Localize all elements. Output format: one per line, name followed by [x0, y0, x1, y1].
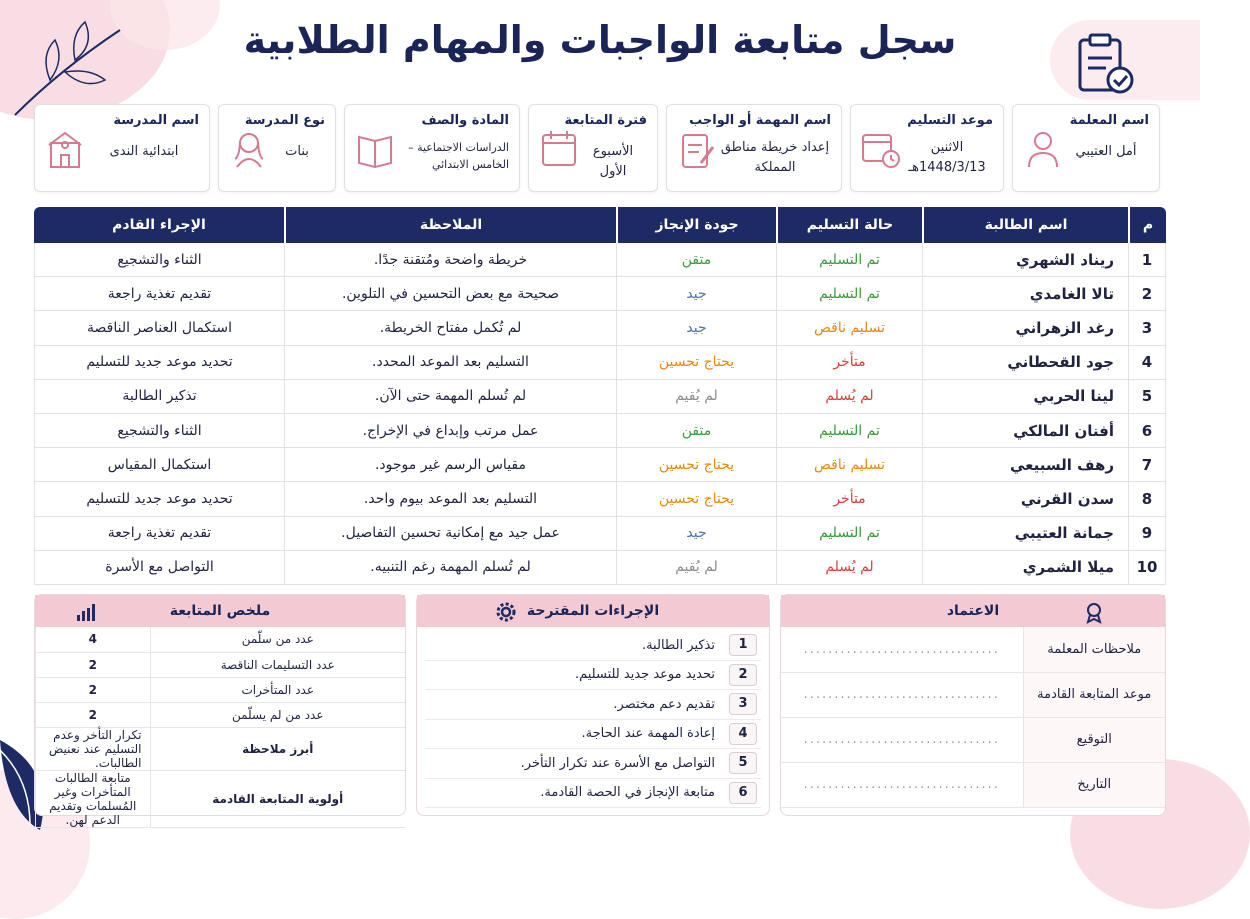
- note-cell: لم تُسلم المهمة رغم التنبيه.: [284, 551, 616, 585]
- note-cell: لم تُسلم المهمة حتى الآن.: [284, 380, 616, 414]
- table-row: [34, 414, 1166, 448]
- actions-title: الإجراءات المقترحة: [526, 603, 660, 619]
- table-row: [34, 311, 1166, 345]
- status-cell: متأخر: [776, 482, 922, 516]
- approval-label: التوقيع: [1023, 717, 1165, 762]
- summary-label: عدد التسليمات الناقصة: [150, 652, 405, 677]
- actions-panel: [416, 594, 770, 816]
- clipboard-check-icon: [1070, 30, 1140, 100]
- action-number: 2: [729, 664, 757, 686]
- col-header-number: م: [1128, 207, 1166, 243]
- action-number: 3: [729, 693, 757, 715]
- table-row: [36, 727, 406, 770]
- status-cell: تسليم ناقص: [776, 311, 922, 345]
- school-name-card: [34, 104, 210, 192]
- summary-label: عدد من سلّمن: [150, 627, 405, 652]
- card-label: فترة المتابعة: [564, 113, 647, 128]
- action-number: 1: [729, 634, 757, 656]
- card-value: إعداد خريطة مناطق المملكة: [720, 140, 830, 175]
- table-row: [34, 448, 1166, 482]
- table-header-row: [34, 207, 1166, 243]
- student-name: ميلا الشمري: [922, 551, 1128, 585]
- approval-field[interactable]: ................................: [781, 672, 1023, 717]
- school-icon: [45, 127, 85, 171]
- quality-cell: لم يُقيم: [616, 551, 776, 585]
- action-cell: تقديم تغذية راجعة: [34, 277, 284, 311]
- approval-field[interactable]: ................................: [781, 627, 1023, 672]
- action-number: 5: [729, 752, 757, 774]
- student-name: لينا الحربي: [922, 380, 1128, 414]
- card-value: بنات: [285, 144, 309, 159]
- student-name: تالا الغامدي: [922, 277, 1128, 311]
- approval-field[interactable]: ................................: [781, 762, 1023, 807]
- status-cell: لم يُسلم: [776, 380, 922, 414]
- table-row: [781, 672, 1165, 717]
- card-label: نوع المدرسة: [244, 113, 325, 128]
- note-cell: عمل جيد مع إمكانية تحسين التفاصيل.: [284, 517, 616, 551]
- action-text: تحديد موعد جديد للتسليم.: [574, 667, 715, 683]
- list-item: [425, 690, 761, 720]
- quality-cell: جيد: [616, 311, 776, 345]
- note-cell: مقياس الرسم غير موجود.: [284, 448, 616, 482]
- bar-chart-icon: [75, 601, 97, 623]
- student-name: رهف السبيعي: [922, 448, 1128, 482]
- row-number: 7: [1128, 448, 1166, 482]
- status-cell: تم التسليم: [776, 243, 922, 277]
- row-number: 9: [1128, 517, 1166, 551]
- action-text: التواصل مع الأسرة عند تكرار التأخر.: [520, 755, 715, 771]
- approval-label: ملاحظات المعلمة: [1023, 627, 1165, 672]
- action-cell: تحديد موعد جديد للتسليم: [34, 346, 284, 380]
- list-item: [425, 720, 761, 750]
- action-text: تقديم دعم مختصر.: [613, 696, 715, 712]
- table-row: [781, 717, 1165, 762]
- student-name: رغد الزهراني: [922, 311, 1128, 345]
- list-item: [425, 749, 761, 779]
- summary-label: عدد من لم يسلّمن: [150, 702, 405, 727]
- action-cell: استكمال المقياس: [34, 448, 284, 482]
- col-header-action: الإجراء القادم: [34, 207, 284, 243]
- card-value: الاثنين 1448/3/13هـ: [908, 140, 986, 175]
- summary-title: ملخص المتابعة: [169, 603, 271, 619]
- summary-label: عدد المتأخرات: [150, 677, 405, 702]
- col-header-name: اسم الطالبة: [922, 207, 1128, 243]
- approval-table: [781, 627, 1165, 808]
- quality-cell: متقن: [616, 414, 776, 448]
- table-row: [36, 627, 406, 652]
- actions-list: [417, 627, 769, 812]
- priority-label: أولوية المتابعة القادمة: [150, 770, 405, 827]
- summary-header: [35, 595, 405, 627]
- info-cards: [34, 104, 1166, 192]
- table-row: [34, 346, 1166, 380]
- table-row: [34, 380, 1166, 414]
- student-name: أفنان المالكي: [922, 414, 1128, 448]
- actions-header: [417, 595, 769, 627]
- quality-cell: يحتاج تحسين: [616, 346, 776, 380]
- action-number: 6: [729, 782, 757, 804]
- status-cell: تسليم ناقص: [776, 448, 922, 482]
- note-cell: صحيحة مع بعض التحسين في التلوين.: [284, 277, 616, 311]
- approval-panel: [780, 594, 1166, 816]
- action-number: 4: [729, 723, 757, 745]
- row-number: 6: [1128, 414, 1166, 448]
- table-row: [781, 762, 1165, 807]
- summary-value: 2: [36, 652, 151, 677]
- note-cell: التسليم بعد الموعد المحدد.: [284, 346, 616, 380]
- approval-label: موعد المتابعة القادمة: [1023, 672, 1165, 717]
- highlight-label: أبرز ملاحظة: [150, 727, 405, 770]
- approval-header: [781, 595, 1165, 627]
- note-cell: عمل مرتب وإبداع في الإخراج.: [284, 414, 616, 448]
- row-number: 10: [1128, 551, 1166, 585]
- summary-value: 2: [36, 677, 151, 702]
- girl-icon: [229, 127, 269, 171]
- table-row: [36, 652, 406, 677]
- row-number: 4: [1128, 346, 1166, 380]
- table-row: [34, 517, 1166, 551]
- action-cell: تقديم تغذية راجعة: [34, 517, 284, 551]
- approval-field[interactable]: ................................: [781, 717, 1023, 762]
- list-item: [425, 631, 761, 661]
- table-row: [36, 677, 406, 702]
- table-row: [36, 770, 406, 827]
- table-row: [34, 551, 1166, 585]
- status-cell: تم التسليم: [776, 414, 922, 448]
- quality-cell: لم يُقيم: [616, 380, 776, 414]
- summary-panel: [34, 594, 406, 827]
- row-number: 1: [1128, 243, 1166, 277]
- card-label: المادة والصف: [421, 113, 509, 128]
- page-title: سجل متابعة الواجبات والمهام الطلابية: [243, 18, 957, 62]
- student-name: سدن القرني: [922, 482, 1128, 516]
- quality-cell: يحتاج تحسين: [616, 448, 776, 482]
- subject-card: [344, 104, 520, 192]
- action-cell: استكمال العناصر الناقصة: [34, 311, 284, 345]
- row-number: 8: [1128, 482, 1166, 516]
- teacher-card: [1012, 104, 1160, 192]
- summary-table: [35, 627, 405, 828]
- table-row: [36, 702, 406, 727]
- card-label: اسم المهمة أو الواجب: [689, 113, 831, 128]
- student-name: جمانة العتيبي: [922, 517, 1128, 551]
- students-table: [34, 207, 1166, 585]
- summary-value: 2: [36, 702, 151, 727]
- due-date-card: [850, 104, 1004, 192]
- col-header-quality: جودة الإنجاز: [616, 207, 776, 243]
- approval-label: التاريخ: [1023, 762, 1165, 807]
- col-header-status: حالة التسليم: [776, 207, 922, 243]
- action-text: إعادة المهمة عند الحاجة.: [581, 726, 715, 742]
- note-cell: التسليم بعد الموعد بيوم واحد.: [284, 482, 616, 516]
- list-item: [425, 779, 761, 809]
- card-label: موعد التسليم: [907, 113, 993, 128]
- action-cell: تذكير الطالبة: [34, 380, 284, 414]
- student-name: جود القحطاني: [922, 346, 1128, 380]
- action-cell: الثناء والتشجيع: [34, 243, 284, 277]
- card-label: اسم المدرسة: [113, 113, 199, 128]
- table-row: [34, 277, 1166, 311]
- task-name-card: [666, 104, 842, 192]
- gear-icon: [495, 601, 517, 623]
- highlight-value: تكرار التأخر وعدم التسليم عند نعنيض الطالبات.: [36, 727, 151, 770]
- calendar-clock-icon: [861, 127, 901, 171]
- table-row: [781, 627, 1165, 672]
- list-item: [425, 661, 761, 691]
- card-value: ابتدائية الندى: [109, 144, 179, 159]
- card-value: الأسبوع الأول: [592, 144, 634, 179]
- approval-title: الاعتماد: [946, 603, 1000, 619]
- table-row: [34, 482, 1166, 516]
- status-cell: لم يُسلم: [776, 551, 922, 585]
- action-cell: التواصل مع الأسرة: [34, 551, 284, 585]
- quality-cell: متقن: [616, 243, 776, 277]
- quality-cell: جيد: [616, 517, 776, 551]
- action-text: تذكير الطالبة.: [641, 637, 715, 653]
- quality-cell: يحتاج تحسين: [616, 482, 776, 516]
- card-value: الدراسات الاجتماعية – الخامس الابتدائي: [408, 141, 509, 171]
- note-cell: لم تُكمل مفتاح الخريطة.: [284, 311, 616, 345]
- award-badge-icon: [1083, 601, 1105, 623]
- row-number: 3: [1128, 311, 1166, 345]
- note-cell: خريطة واضحة ومُتقنة جدًا.: [284, 243, 616, 277]
- action-cell: تحديد موعد جديد للتسليم: [34, 482, 284, 516]
- teacher-icon: [1023, 127, 1063, 171]
- summary-value: 4: [36, 627, 151, 652]
- book-icon: [355, 127, 395, 171]
- card-label: اسم المعلمة: [1069, 113, 1149, 128]
- student-name: ريناد الشهري: [922, 243, 1128, 277]
- calendar-icon: [539, 127, 579, 171]
- clipboard-pen-icon: [677, 127, 717, 171]
- priority-value: متابعة الطالبات المتأخرات وغير المُسلمات وتقديم الدعم لهن.: [36, 770, 151, 827]
- row-number: 2: [1128, 277, 1166, 311]
- action-text: متابعة الإنجاز في الحصة القادمة.: [540, 785, 715, 801]
- row-number: 5: [1128, 380, 1166, 414]
- action-cell: الثناء والتشجيع: [34, 414, 284, 448]
- col-header-note: الملاحظة: [284, 207, 616, 243]
- status-cell: تم التسليم: [776, 517, 922, 551]
- status-cell: تم التسليم: [776, 277, 922, 311]
- card-value: أمل العتيبي: [1075, 144, 1137, 159]
- period-card: [528, 104, 658, 192]
- status-cell: متأخر: [776, 346, 922, 380]
- quality-cell: جيد: [616, 277, 776, 311]
- school-type-card: [218, 104, 336, 192]
- table-row: [34, 243, 1166, 277]
